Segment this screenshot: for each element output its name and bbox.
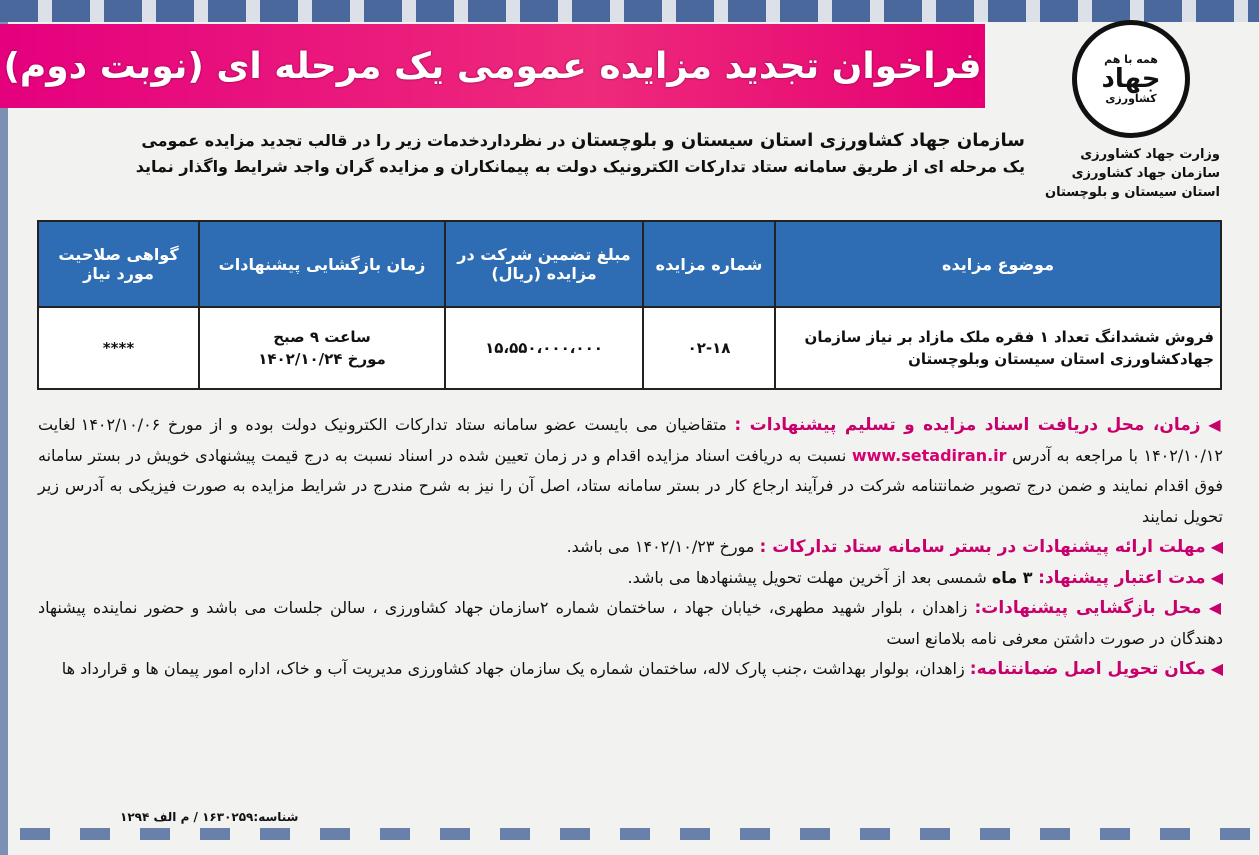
bottom-decorative-stripe	[20, 828, 1259, 840]
cell-number: ۰۲-۱۸	[643, 307, 775, 389]
header-subject: موضوع مزایده	[775, 221, 1221, 307]
cell-certificate: ****	[38, 307, 199, 389]
section-deadline	[38, 532, 1223, 563]
header-certificate: گواهی صلاحیت مورد نیاز	[38, 221, 199, 307]
top-decorative-stripe	[0, 0, 1259, 22]
section-opening-place-heading: محل بازگشایی پیشنهادات:	[974, 598, 1202, 618]
section-guarantee-place-heading: مکان تحویل اصل ضمانتنامه:	[969, 659, 1206, 679]
bullet-arrow-icon: ◀	[1210, 537, 1223, 556]
auction-table	[37, 220, 1222, 390]
section-documents-heading: زمان، محل دریافت اسناد مزایده و تسلیم پیشنهادات :	[734, 415, 1201, 435]
table-row	[38, 307, 1221, 389]
bullet-arrow-icon: ◀	[1210, 567, 1223, 587]
notice-identifier: شناسه:۱۶۳۰۲۵۹ / م الف ۱۲۹۴	[120, 810, 299, 824]
section-opening-place-text: زاهدان ، بلوار شهید مطهری، خیابان جهاد ، ساختمان شماره ۲سازمان جهاد کشاورزی ، سالن جلسات می باشد و حضور نماینده پیشنهاد دهندگان در صورت داشتن معرفی نامه بلامانع است	[38, 598, 1223, 648]
cell-deposit: ۱۵،۵۵۰،۰۰۰،۰۰۰	[445, 307, 643, 389]
organization-name: سازمان جهاد کشاورزی	[1071, 166, 1220, 181]
table-header-row	[38, 221, 1221, 307]
cell-subject: فروش ششدانگ تعداد ۱ فقره ملک مازاد بر نیاز سازمان جهادکشاورزی استان سیستان وبلوچستان	[775, 307, 1221, 389]
header-deposit: مبلغ تضمین شرکت در مزایده (ریال)	[445, 221, 643, 307]
intro-org-name: سازمان جهاد کشاورزی استان سیستان و بلوچستان	[570, 130, 1025, 151]
ministry-name: وزارت جهاد کشاورزی	[1080, 147, 1220, 162]
province-name: استان سیستان و بلوچستان	[1044, 185, 1220, 200]
logo-bottom-text: کشاورزی	[1105, 92, 1157, 105]
page-title: فراخوان تجدید مزایده عمومی یک مرحله ای (نوبت دوم)	[3, 45, 982, 87]
left-decorative-bar	[0, 22, 8, 855]
cell-opening-date: مورخ ۱۴۰۲/۱۰/۲۴	[258, 350, 386, 368]
bullet-arrow-icon: ◀	[1210, 659, 1223, 678]
logo-top-text: همه با هم	[1104, 53, 1158, 66]
intro-text-1: در نظرداردخدمات زیر را در قالب تجدید مزایده عمومی	[141, 131, 571, 150]
section-deadline-heading: مهلت ارائه پیشنهادات در بستر سامانه ستاد تدارکات :	[759, 537, 1206, 557]
title-banner	[0, 24, 985, 108]
section-validity	[38, 563, 1223, 594]
section-guarantee-place-text: زاهدان، بولوار بهداشت ،جنب پارک لاله، ساختمان شماره یک سازمان جهاد کشاورزی مدیریت آب و خاک، اداره امور پیمان ها و قرارداد ها	[61, 659, 970, 678]
header-opening: زمان بازگشایی پیشنهادات	[199, 221, 445, 307]
logo-main-text: جهاد	[1101, 64, 1161, 94]
section-deadline-text: مورخ ۱۴۰۲/۱۰/۲۳ می باشد.	[566, 537, 760, 556]
bullet-arrow-icon: ◀	[1208, 415, 1224, 434]
section-validity-heading: مدت اعتبار پیشنهاد:	[1038, 567, 1206, 588]
setadiran-link[interactable]: www.setadiran.ir	[851, 445, 1007, 465]
section-documents-text-b: نسبت به دریافت اسناد مزایده اقدام و در زمان تعیین شده در اسناد نسبت به درج قیمت پیشنهادی خویش در بستر سامانه فوق اقدام نمایند و ضمن درج تصویر ضمانتنامه شرکت در فرآیند ارجاع کار در بستر سامانه ستاد، اصل آن را نیز به شرح مندرج در شرایط مزایده به صورت فیزیکی به آدرس زیر تحویل نمایند	[38, 445, 1223, 526]
section-guarantee-place	[38, 654, 1223, 685]
section-documents	[38, 410, 1223, 532]
bullet-arrow-icon: ◀	[1208, 598, 1224, 617]
cell-opening-time: ساعت ۹ صبح	[273, 328, 371, 346]
section-validity-duration: ۳ ماه	[991, 567, 1039, 587]
organization-block	[1040, 145, 1220, 202]
intro-text-2: یک مرحله ای از طریق سامانه ستاد تدارکات الکترونیک دولت به پیمانکاران و مزایده گران واجد شرایط واگذار نماید	[135, 157, 1025, 176]
header-number: شماره مزایده	[643, 221, 775, 307]
intro-paragraph	[35, 128, 1025, 180]
cell-opening	[199, 307, 445, 389]
conditions-body	[38, 410, 1223, 685]
section-documents-text-a: متقاضیان می بایست عضو سامانه ستاد تدارکات الکترونیک دولت بوده و از مورخ ۱۴۰۲/۱۰/۰۶ لغایت ۱۴۰۲/۱۰/۱۲ با مراجعه به آدرس	[38, 415, 1224, 465]
section-opening-place	[38, 593, 1223, 654]
section-validity-text: شمسی بعد از آخرین مهلت تحویل پیشنهادها می باشد.	[627, 567, 992, 587]
jihad-logo	[1072, 20, 1190, 138]
